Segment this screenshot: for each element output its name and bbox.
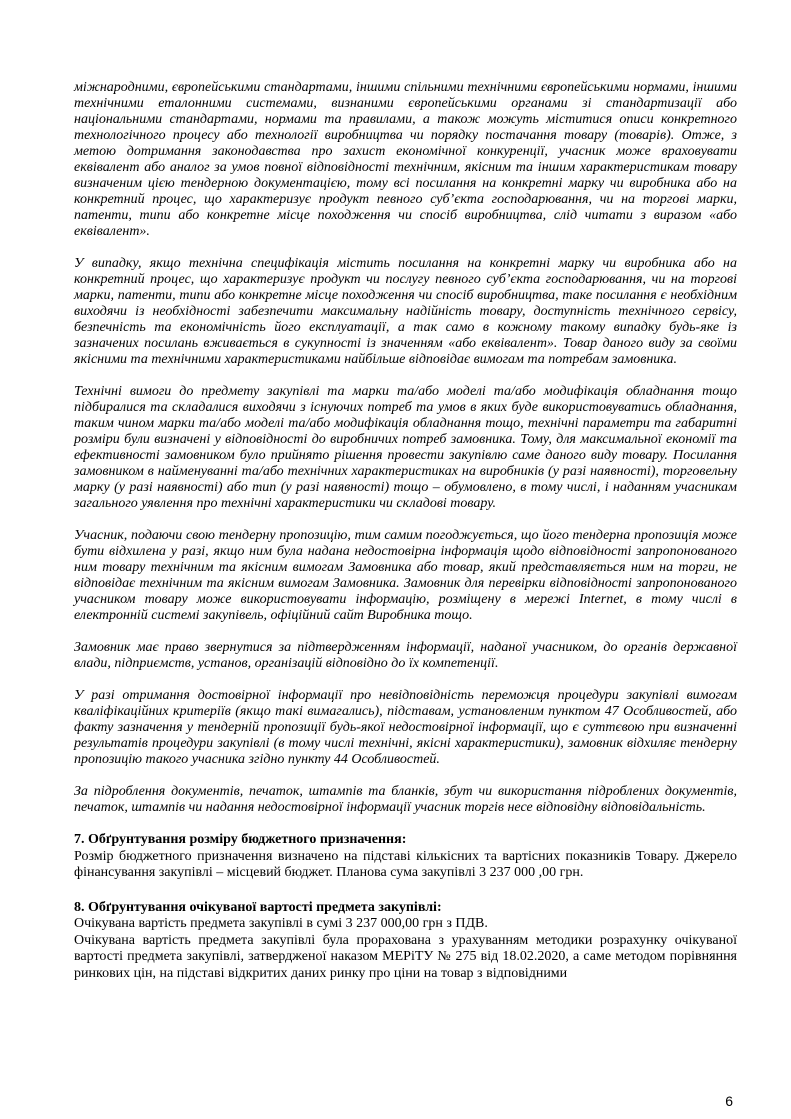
- section-7-heading: 7. Обґрунтування розміру бюджетного призначення:: [74, 832, 407, 847]
- paragraph-participant-agreement: Учасник, подаючи свою тендерну пропозицію, тим самим погоджується, що його тендерна пропозиція може бути відхилена у разі, якщо ним була надана недостовірна інформація щодо відповідності запропонованого ним товару технічним та якісним вимогам Замовника або товар, який представляється ним на торги, не відповідає технічним та якісним вимогам Замовника. Замовник для перевірки відповідності запропонованого учасником товару може використовувати інформацію, розміщену в мережі Internet, в тому числі в електронній системі закупівель, офіційний сайт Виробника тощо.: [74, 528, 737, 623]
- page-number: 6: [725, 1093, 733, 1109]
- paragraph-standards-equivalent: міжнародними, європейськими стандартами, іншими спільними технічними європейськими нормами, іншими технічними еталонними системами, визнаними європейськими органами зі стандартизації або національними стандартами, нормами та правилами, а також можуть міститися описи конкретного технологічного процесу або технології виробництва чи порядку постачання товару (товарів). Отже, з метою дотримання законодавства про захист економічної конкуренції, учасник може враховувати еквівалент або аналог за умов повної відповідності технічним, якісним та іншим характеристикам товару визначеним цією тендерною документацією, тому всі посилання на конкретні марку чи виробника або на конкретний процес, що характеризує продукт певного суб’єкта господарювання, чи на торгові марки, патенти, типи або конкретне місце походження чи спосіб виробництва, слід читати з виразом «або еквівалент».: [74, 80, 737, 239]
- paragraph-reliable-information: У разі отримання достовірної інформації про невідповідність переможця процедури закупівлі вимогам кваліфікаційних критеріїв (якщо такі вимагались), підставам, установленим пунктом 47 Особливостей, або факту зазначення у тендерній пропозиції будь-якої недостовірної інформації, що є суттєвою при визначенні результатів процедури закупівлі (в тому числі технічні, якісні характеристики), замовник відхиляє тендерну пропозицію такого учасника згідно пункту 44 Особливостей.: [74, 688, 737, 767]
- section-8-heading: 8. Обґрунтування очікуваної вартості предмета закупівлі:: [74, 899, 442, 915]
- section-gap: [74, 882, 737, 900]
- paragraph-specification-references: У випадку, якщо технічна специфікація містить посилання на конкретні марку чи виробника або на конкретний процес, що характеризує продукт чи послугу певного суб’єкта господарювання, чи на торгові марки, патенти, типи або конкретне місце походження чи спосіб виробництва, таке посилання є необхідним виходячи із необхідності забезпечити максимальну надійність товару, доступність технічного сервісу, безпечність та економічність його експлуатації, а так само в кожному такому випадку будь-яке із зазначених посилань вживається в сукупності із значенням «або еквівалент». Товар даного виду за своїми якісними та технічними характеристиками найбільше відповідає вимогам та потребам замовника.: [74, 256, 737, 367]
- section-8-line-2: Очікувана вартість предмета закупівлі була прорахована з урахуванням методики розрахунку очікуваної вартості предмета закупівлі, затвердженої наказом МЕРіТУ № 275 від 18.02.2020, а саме методом порівняння ринкових цін, на підставі відкритих даних ринку про ціни на товар з відповідними: [74, 932, 737, 981]
- document-page: [74, 80, 737, 982]
- section-8-line-1: Очікувана вартість предмета закупівлі в сумі 3 237 000,00 грн з ПДВ.: [74, 916, 488, 931]
- paragraph-forgery-liability: За підроблення документів, печаток, штампів та бланків, збут чи використання підроблених документів, печаток, штампів чи надання недостовірної інформації учасник торгів несе відповідну відповідальність.: [74, 784, 737, 815]
- section-7-text: Розмір бюджетного призначення визначено на підставі кількісних та вартісних показників Товару. Джерело фінансування закупівлі – місцевий бюджет. Планова сума закупівлі 3 237 000 ,00 грн.: [74, 848, 737, 880]
- paragraph-customer-verification: Замовник має право звернутися за підтвердженням інформації, наданої учасником, до органів державної влади, підприємств, установ, організацій відповідно до їх компетенції.: [74, 640, 737, 671]
- paragraph-technical-requirements: Технічні вимоги до предмету закупівлі та марки та/або моделі та/або модифікація обладнання тощо підбиралися та складалися виходячи з існуючих потреб та умов в яких буде використовуватись обладнання, таким чином марки та/або моделі та/або модифікація обладнання тощо, технічні параметри та габаритні розміри були визначені у відповідності до виробничих потреб замовника. Тому, для максимальної економії та ефективності замовником було прийнято рішення провести закупівлю саме даного виду товару. Посилання замовником в найменуванні та/або технічних характеристиках на виробників (у разі наявності), торговельну марку (у разі наявності) або тип (у разі наявності) тощо – обумовлено, в тому числі, і наданням учасникам загального уявлення про технічні характеристики чи складові товару.: [74, 384, 737, 511]
